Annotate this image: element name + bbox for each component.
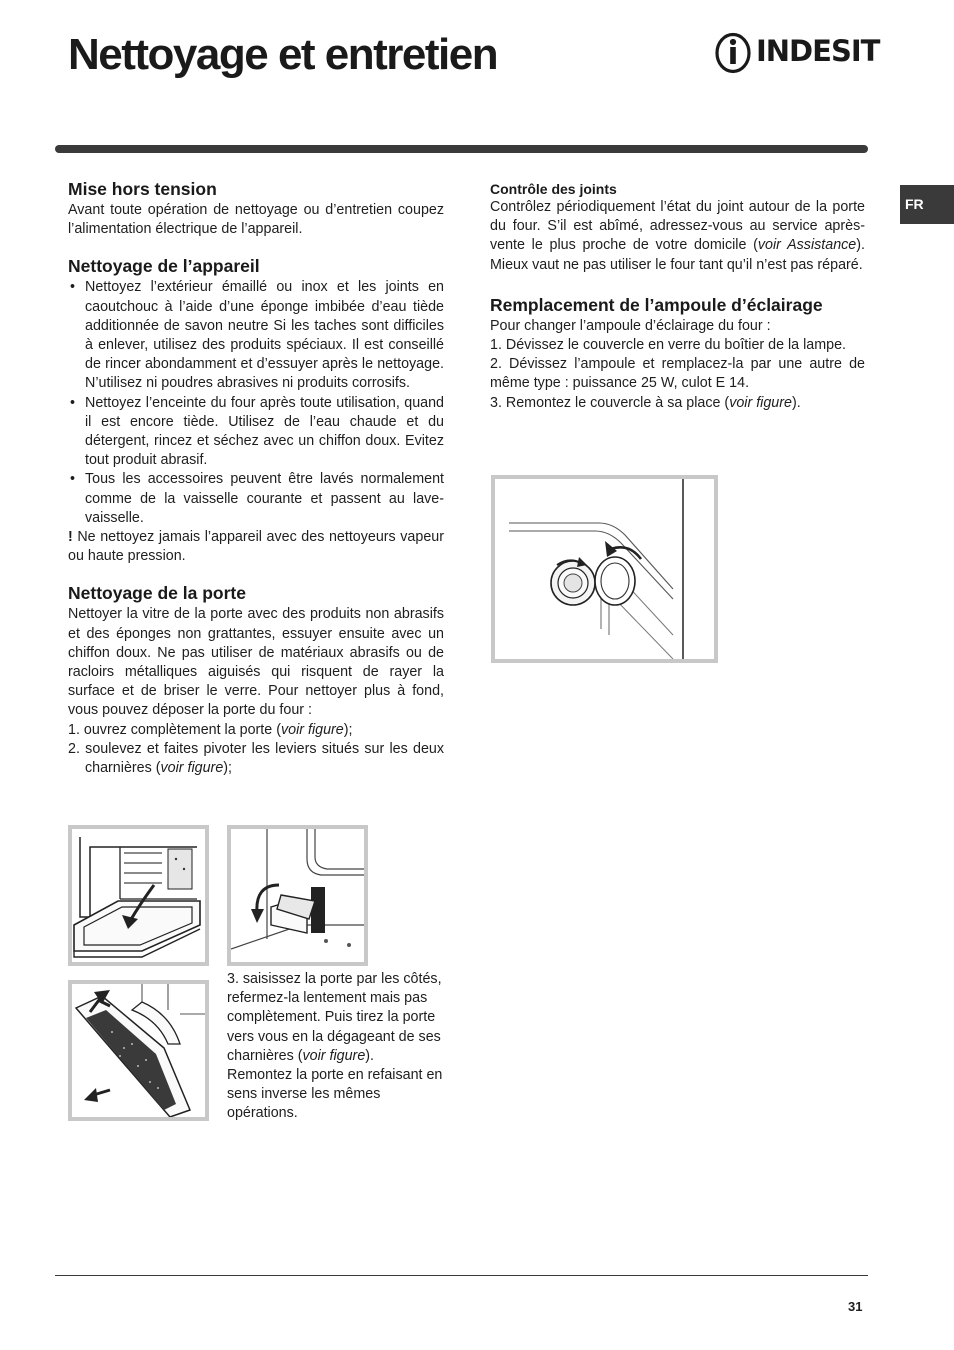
door-title: Nettoyage de la porte: [68, 583, 246, 604]
hinge-lever-figure: [227, 825, 368, 966]
power-off-section: [68, 178, 444, 239]
seals-section: [490, 180, 865, 275]
list-item: • Tous les accessoires peuvent être lavés normalement comme de la vaisselle courante et passent au lave-vaisselle.: [68, 470, 444, 528]
warning-text: Ne nettoyez jamais l’appareil avec des nettoyeurs vapeur ou haute pression.: [68, 529, 444, 565]
seals-text-part: ). Mieux vaut ne pas utiliser le four tant qu’il n’est pas réparé.: [490, 237, 865, 273]
step-3-text: [227, 970, 445, 1066]
door-steps: [68, 721, 444, 779]
seals-title: Contrôle des joints: [490, 181, 617, 197]
list-item: [68, 740, 444, 778]
bulb-title: Remplacement de l’ampoule d’éclairage: [490, 294, 823, 315]
seals-text-part: Contrôlez périodiquement l’état du joint autour de la porte du four. S’il est abîmé, adressez-vous au service après-vente le plus proche de votre domicile (: [490, 199, 865, 254]
power-off-title: Mise hors tension: [68, 179, 217, 199]
bulb-step-2: 2. Dévissez l’ampoule et remplacez-la par une autre de même type : puissance 25 W, culot E 14.: [490, 356, 865, 392]
brand-name: INDESIT: [756, 34, 880, 68]
step-text: ).: [365, 1047, 375, 1064]
step-text: ).: [791, 394, 801, 411]
indesit-logo: [714, 32, 880, 74]
appliance-bullet-list: [68, 278, 444, 528]
indesit-i-icon: [714, 32, 754, 74]
remove-door-figure: [68, 980, 209, 1121]
header-divider: [55, 145, 868, 153]
page-title: Nettoyage et entretien: [68, 30, 498, 79]
step-text: 3. saisissez la porte par les côtés, refermez-la lentement mais pas complètement. Puis tirez la porte vers vous en la dégageant de ses charnières (: [227, 971, 442, 1064]
step-text: 2. soulevez et faites pivoter les leviers situés sur les deux charnières (: [68, 740, 444, 777]
right-column: [490, 180, 865, 429]
appliance-warning: [68, 528, 444, 566]
appliance-title: Nettoyage de l’appareil: [68, 256, 260, 277]
figure-reference: voir figure: [280, 721, 344, 738]
list-item: • Nettoyez l’enceinte du four après toute utilisation, quand il est encore tiède. Utilisez de l’eau chaude et du détergent, rincez et séchez avec un chiffon doux. Evitez tout produit abrasif.: [68, 394, 444, 471]
figure-reference: voir figure: [302, 1047, 366, 1064]
language-tab: FR: [900, 185, 954, 224]
lamp-cover-figure: [491, 475, 718, 663]
seals-text: [490, 198, 865, 275]
door-step-3: [227, 970, 445, 1124]
bulb-step-1: 1. Dévissez le couvercle en verre du boîtier de la lampe.: [490, 337, 847, 354]
assistance-reference: voir Assistance: [757, 237, 857, 254]
list-item: [68, 721, 444, 740]
step-text: 3. Remontez le couvercle à sa place (: [490, 394, 730, 411]
bulb-section: [490, 294, 865, 413]
page-number: 31: [848, 1299, 863, 1314]
bulb-intro: Pour changer l’ampoule d’éclairage du four :: [490, 317, 771, 334]
door-section: [68, 582, 444, 778]
door-text: Nettoyer la vitre de la porte avec des produits non abrasifs et des éponges non grattantes, essuyer ensuite avec un chiffon doux. Ne pas utiliser de matériaux abrasifs ou de racloirs métalliques aiguisés qui risquent de rayer la surface et de briser le verre. Pour nettoyer plus à fond, vous pouvez déposer la porte du four :: [68, 606, 444, 719]
open-door-figure: [68, 825, 209, 966]
figure-reference: voir figure: [729, 394, 792, 411]
refit-door-text: Remontez la porte en refaisant en sens inverse les mêmes opérations.: [227, 1067, 443, 1122]
step-text: );: [343, 721, 353, 738]
step-text: 1. ouvrez complètement la porte (: [68, 721, 281, 738]
left-column: [68, 178, 444, 794]
warning-icon: !: [68, 529, 73, 546]
figure-reference: voir figure: [160, 760, 224, 777]
power-off-text: Avant toute opération de nettoyage ou d’entretien coupez l’alimentation électrique de l’appareil.: [68, 202, 444, 238]
bulb-step-3: [490, 394, 865, 413]
footer-divider: [55, 1275, 868, 1276]
list-item: • Nettoyez l’extérieur émaillé ou inox et les joints en caoutchouc à l’aide d’une éponge imbibée d’eau tiède additionnée de savon neutre Si les taches sont difficiles à enlever, utilisez des produits spéciaux. Il est conseillé de rincer abondamment et d’essuyer après le nettoyage. N’utilisez ni poudres abrasives ni produits corrosifs.: [68, 278, 444, 393]
appliance-section: [68, 255, 444, 566]
step-text: );: [223, 760, 233, 777]
